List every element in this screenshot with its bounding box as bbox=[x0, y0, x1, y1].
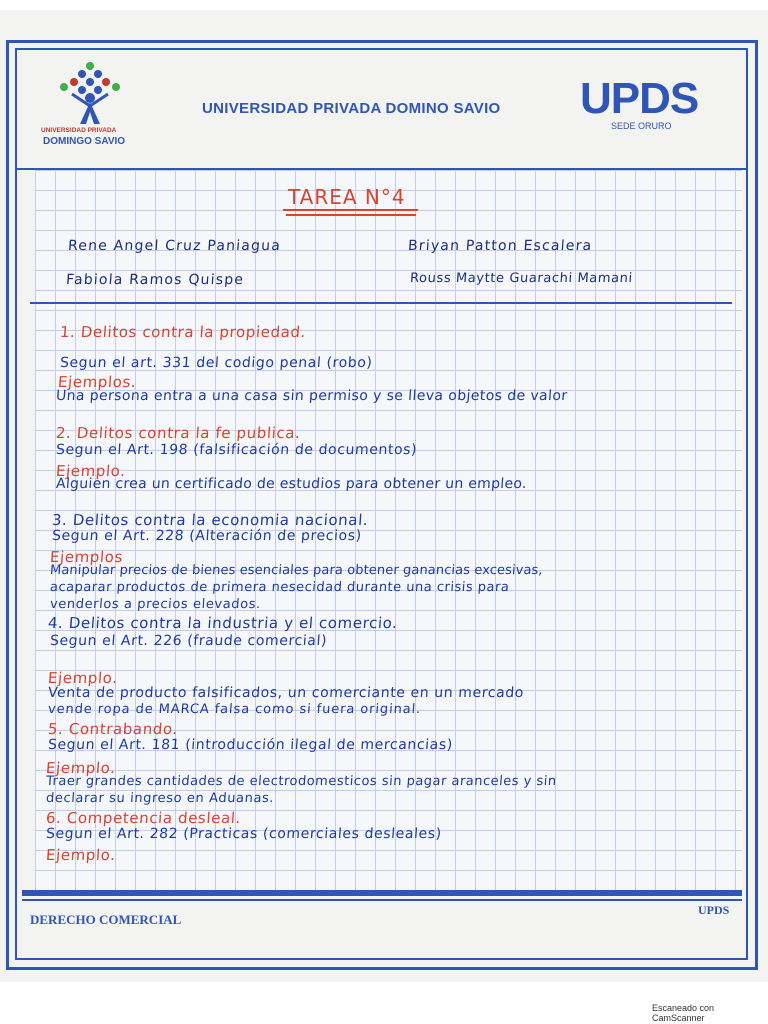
footer-bar bbox=[22, 890, 742, 896]
text-line: Segun el Art. 226 (fraude comercial) bbox=[49, 633, 328, 649]
student-name: Fabiola Ramos Quispe bbox=[65, 272, 245, 288]
section-heading: 3. Delitos contra la economia nacional. bbox=[51, 511, 369, 529]
logo-text-top: UNIVERSIDAD PRIVADA bbox=[41, 127, 117, 134]
assignment-title: TAREA N°4 bbox=[288, 185, 406, 209]
section-heading: 5. Contrabando. bbox=[47, 720, 179, 738]
text-line: Alguien crea un certificado de estudios para obtener un empleo. bbox=[55, 476, 528, 492]
section-heading: 2. Delitos contra la fe publica. bbox=[55, 424, 302, 442]
text-line: Venta de producto falsificados, un comerciante en un mercado bbox=[47, 685, 525, 701]
example-label: Ejemplo. bbox=[45, 759, 117, 777]
text-line: Manipular precios de bienes esenciales para obtener ganancias excesivas, bbox=[49, 563, 544, 578]
header-divider bbox=[15, 168, 748, 170]
brand-logo-text: UPDS bbox=[580, 74, 699, 123]
section-heading: 4. Delitos contra la industria y el comercio. bbox=[47, 614, 399, 632]
example-label: Ejemplo. bbox=[45, 846, 117, 864]
text-line: Segun el Art. 228 (Alteración de precios) bbox=[51, 528, 363, 544]
student-name: Rouss Maytte Guarachi Mamani bbox=[409, 271, 634, 286]
campus-label: SEDE ORURO bbox=[611, 121, 672, 131]
scanned-page bbox=[0, 10, 768, 982]
title-underline-2 bbox=[286, 214, 416, 216]
title-underline bbox=[283, 209, 418, 211]
university-name: UNIVERSIDAD PRIVADA DOMINO SAVIO bbox=[202, 100, 501, 117]
section-heading: 1. Delitos contra la propiedad. bbox=[59, 323, 307, 341]
text-line: Traer grandes cantidades de electrodomesticos sin pagar aranceles y sin bbox=[45, 774, 558, 789]
text-line: acaparar productos de primera nesecidad durante una crisis para bbox=[49, 580, 510, 595]
student-name: Rene Angel Cruz Paniagua bbox=[67, 238, 282, 254]
text-line: declarar su ingreso en Aduanas. bbox=[45, 791, 275, 806]
student-name: Briyan Patton Escalera bbox=[407, 238, 593, 254]
example-label: Ejemplo. bbox=[47, 669, 119, 687]
scanner-watermark: Escaneado con CamScanner bbox=[652, 1003, 715, 1023]
example-label: Ejemplo. bbox=[55, 462, 127, 480]
section-heading: 6. Competencia desleal. bbox=[45, 809, 242, 827]
text-line: Segun el Art. 282 (Practicas (comerciales desleales) bbox=[45, 826, 443, 842]
logo-text-bottom: DOMINGO SAVIO bbox=[43, 136, 126, 147]
footer-brand: UPDS bbox=[698, 903, 730, 917]
section-divider bbox=[30, 302, 732, 304]
text-line: venderlos a precios elevados. bbox=[49, 597, 262, 612]
text-line: Segun el Art. 198 (falsificación de documentos) bbox=[55, 442, 418, 458]
course-name: DERECHO COMERCIAL bbox=[30, 912, 182, 927]
text-line: Segun el art. 331 del codigo penal (robo) bbox=[59, 355, 374, 371]
text-line: Una persona entra a una casa sin permiso y se lleva objetos de valor bbox=[55, 388, 569, 404]
example-label: Ejemplos. bbox=[57, 373, 137, 391]
text-line: vende ropa de MARCA falsa como si fuera original. bbox=[47, 702, 422, 717]
footer-bar-thin bbox=[22, 899, 742, 901]
text-line: Segun el Art. 181 (introducción ilegal de mercancias) bbox=[47, 737, 454, 753]
example-label: Ejemplos bbox=[49, 548, 124, 566]
